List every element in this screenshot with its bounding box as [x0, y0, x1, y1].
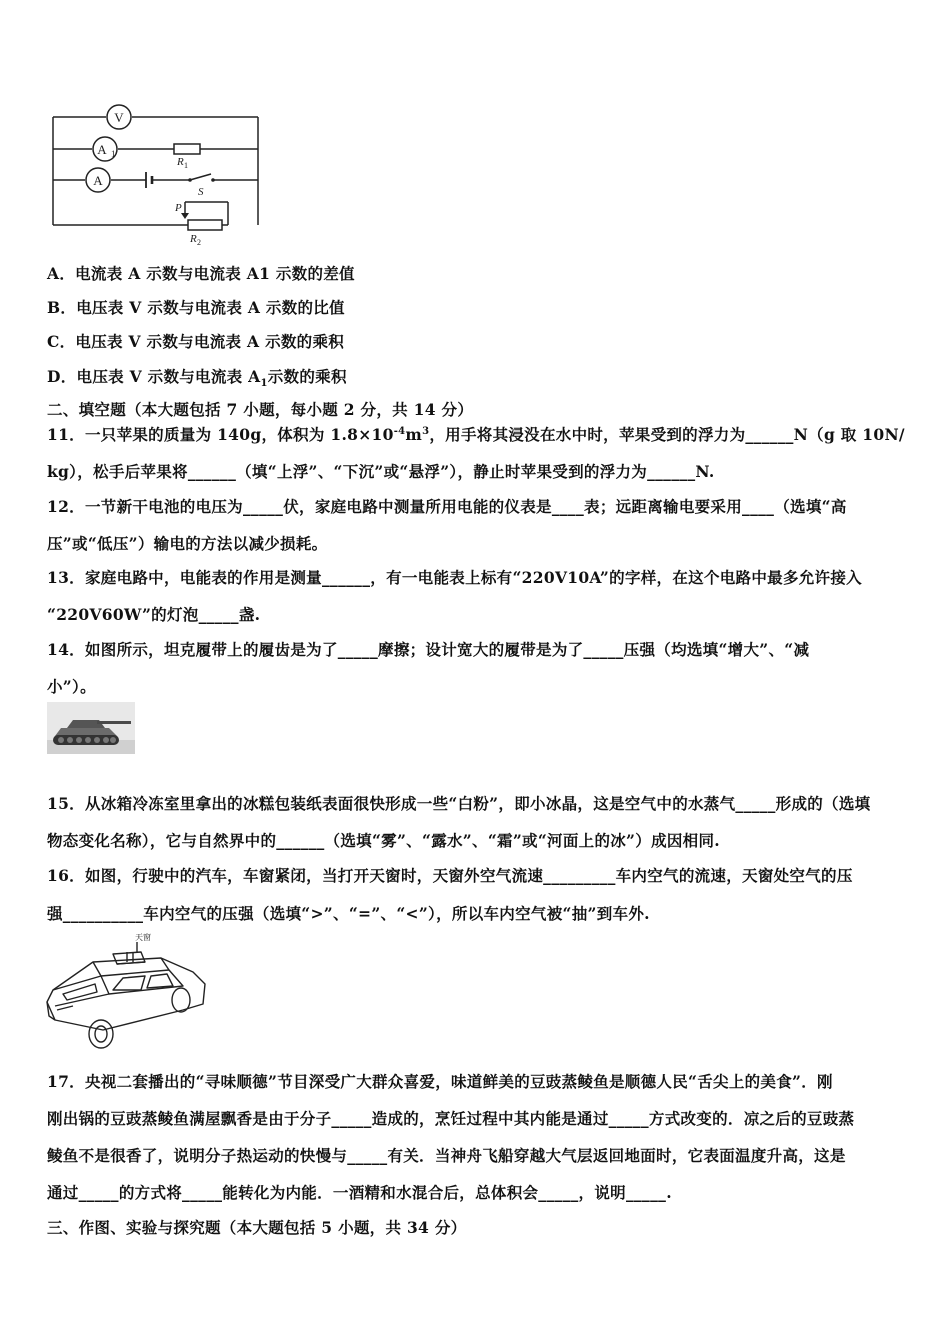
option-c: C．电压表 V 示数与电流表 A 示数的乘积 — [47, 332, 345, 351]
tank-image — [47, 702, 135, 754]
q17-line4: 通过_____的方式将_____能转化为内能．一酒精和水混合后，总体积会_____，说明_____. — [47, 1183, 672, 1202]
option-a: A．电流表 A 示数与电流表 A1 示数的差值 — [47, 264, 355, 283]
q16-line1: 16．如图，行驶中的汽车，车窗紧闭，当打开天窗时，天窗外空气流速_________车内空气的流速，天窗处空气的压 — [47, 866, 853, 885]
option-b: B．电压表 V 示数与电流表 A 示数的比值 — [47, 298, 345, 317]
circuit-diagram — [48, 98, 263, 246]
r2-label: R — [190, 233, 197, 245]
a1-sub: 1 — [111, 149, 116, 159]
section-2-title: 二、填空题（本大题包括 7 小题，每小题 2 分，共 14 分） — [47, 400, 474, 419]
q15-line1: 15．从冰箱冷冻室里拿出的冰糕包装纸表面很快形成一些“白粉”，即小冰晶，这是空气中的水蒸气_____形成的（选填 — [47, 794, 871, 813]
q11-line1: 11．一只苹果的质量为 140g，体积为 $1.8\times 10^{-4}m^3$，用手将其浸没在水中时，苹果受到的浮力为______N（g 取 10N/ — [47, 425, 905, 444]
s-label: S — [198, 186, 204, 198]
q14-line1: 14．如图所示，坦克履带上的履齿是为了_____摩擦；设计宽大的履带是为了_____压强（均选填“增大”、“减 — [47, 640, 810, 659]
q12-line2: 压”或“低压”）输电的方法以减少损耗。 — [47, 534, 328, 553]
r2-sub: 2 — [197, 238, 201, 246]
v-label: V — [114, 110, 124, 125]
sunroof-label: 天窗 — [135, 933, 151, 942]
p-label: P — [175, 202, 182, 214]
q17-line1: 17．央视二套播出的“寻味顺德”节目深受广大群众喜爱，味道鲜美的豆豉蒸鲮鱼是顺德人民“舌尖上的美食”．刚 — [47, 1072, 833, 1091]
q13-line1: 13．家庭电路中，电能表的作用是测量______，有一电能表上标有“220V10A”的字样，在这个电路中最多允许接入 — [47, 568, 862, 587]
a1-label: A — [97, 142, 107, 157]
q12-line1: 12．一节新干电池的电压为_____伏，家庭电路中测量所用电能的仪表是____表；远距离输电要采用____（选填“高 — [47, 497, 847, 516]
q17-line2: 刚出锅的豆豉蒸鲮鱼满屋飘香是由于分子_____造成的，烹饪过程中其内能是通过_____方式改变的．凉之后的豆豉蒸 — [47, 1109, 855, 1128]
q15-line2: 物态变化名称），它与自然界中的______（选填“雾”、“露水”、“霜”或“河面上的冰”）成因相同. — [47, 831, 720, 850]
r1-sub: 1 — [184, 161, 188, 170]
q17-line3: 鲮鱼不是很香了，说明分子热运动的快慢与_____有关．当神舟飞船穿越大气层返回地面时，它表面温度升高，这是 — [47, 1146, 846, 1165]
q16-line2: 强__________车内空气的压强（选填“>”、“=”、“<”），所以车内空气被“抽”到车外. — [47, 904, 650, 923]
r1-label: R — [177, 156, 184, 168]
q11-line2: kg），松手后苹果将______（填“上浮”、“下沉”或“悬浮”），静止时苹果受到的浮力为______N. — [47, 462, 715, 481]
q14-line2: 小”）。 — [47, 677, 96, 696]
a-label: A — [93, 173, 103, 188]
section-3-title: 三、作图、实验与探究题（本大题包括 5 小题，共 34 分） — [47, 1218, 467, 1237]
car-sketch — [43, 932, 211, 1056]
q13-line2: “220V60W”的灯泡_____盏. — [47, 605, 261, 624]
option-d: D．电压表 V 示数与电流表 $A_1$示数的乘积 — [47, 367, 347, 390]
